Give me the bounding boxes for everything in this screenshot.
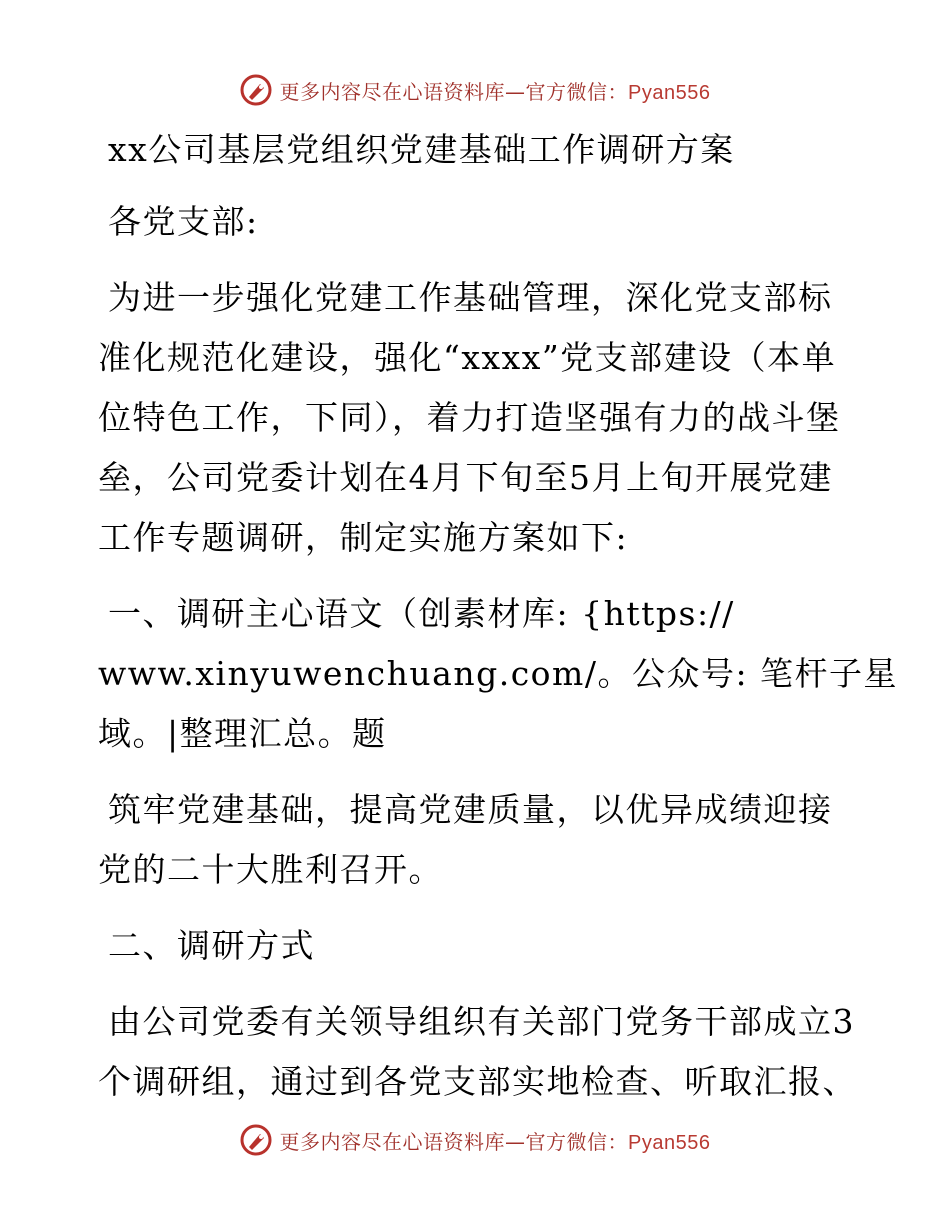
paragraph-line: 位特色工作，下同），着力打造坚强有力的战斗堡	[98, 398, 841, 437]
document-body	[98, 120, 899, 1112]
pen-nib-logo-icon	[240, 1124, 272, 1156]
paragraph-line: 准化规范化建设，强化“xxxx”党支部建设（本单	[98, 338, 837, 377]
paragraph-line: 筑牢党建基础，提高党建质量，以优异成绩迎接	[108, 790, 833, 829]
banner-text	[280, 1126, 711, 1155]
section-heading-line: 一、调研主心语文（创素材库: {https://	[108, 594, 735, 633]
salutation: 各党支部:	[108, 202, 259, 241]
section2-body	[98, 992, 858, 1112]
banner-label: 更多内容尽在心语资料库—官方微信：	[279, 79, 629, 104]
document-title: xx公司基层党组织党建基础工作调研方案	[108, 130, 735, 169]
footer-banner	[0, 1120, 950, 1160]
banner-label: 更多内容尽在心语资料库—官方微信：	[279, 1129, 629, 1154]
section1-body	[98, 780, 858, 900]
wechat-id: Pyan556	[628, 1131, 711, 1154]
section2-heading: 二、调研方式	[108, 926, 315, 965]
pen-nib-logo-icon	[240, 74, 272, 106]
paragraph-line: 工作专题调研，制定实施方案如下:	[98, 518, 629, 557]
section-heading-line: www.xinyuwenchuang.com/。公众号: 笔杆子星	[98, 654, 899, 693]
intro-paragraph	[98, 268, 858, 568]
paragraph-line: 由公司党委有关领导组织有关部门党务干部成立3	[108, 1002, 855, 1041]
wechat-id: Pyan556	[628, 81, 711, 104]
paragraph-line: 党的二十大胜利召开。	[98, 850, 443, 889]
section-heading-line: 域。|整理汇总。题	[98, 714, 387, 753]
banner-text	[280, 76, 711, 105]
header-banner	[0, 70, 950, 110]
paragraph-line: 个调研组，通过到各党支部实地检查、听取汇报、	[98, 1062, 857, 1101]
paragraph-line: 垒，公司党委计划在4月下旬至5月上旬开展党建	[98, 458, 833, 497]
section1-heading	[98, 584, 899, 764]
paragraph-line: 为进一步强化党建工作基础管理，深化党支部标	[108, 278, 833, 317]
